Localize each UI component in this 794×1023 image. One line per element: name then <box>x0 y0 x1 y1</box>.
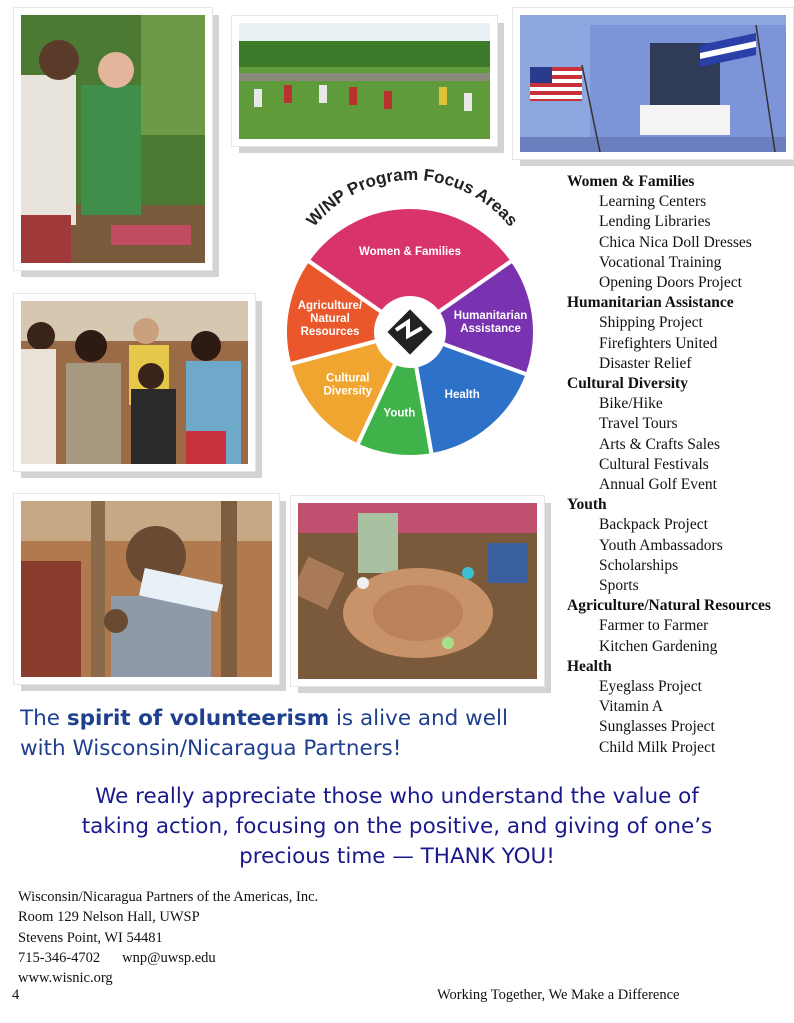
spirit-post: is alive and well with Wisconsin/Nicaragua Partners! <box>20 706 508 761</box>
focus-category-item: Chica Nica Doll Dresses <box>599 233 752 251</box>
focus-category-item: Vocational Training <box>599 253 722 271</box>
focus-category-item: Disaster Relief <box>599 354 692 372</box>
focus-category-item: Farmer to Farmer <box>599 617 709 635</box>
focus-areas-diagram <box>272 160 562 460</box>
focus-category-title: Humanitarian Assistance <box>567 294 734 312</box>
photo-men-working <box>14 8 212 270</box>
focus-category-item: Sports <box>599 577 639 595</box>
focus-category-item: Opening Doors Project <box>599 274 742 292</box>
focus-category-item: Vitamin A <box>599 698 664 716</box>
focus-category-item: Kitchen Gardening <box>599 637 718 655</box>
focus-category-item: Travel Tours <box>599 415 678 433</box>
focus-segment-label: Cultural Diversity <box>323 372 373 398</box>
spirit-pre: The <box>20 706 67 731</box>
photo-kids-running <box>232 16 497 146</box>
focus-areas-list <box>567 172 794 758</box>
focus-category-title: Health <box>567 657 612 675</box>
spirit-bold: spirit of volunteerism <box>66 706 330 731</box>
focus-category-item: Shipping Project <box>599 314 703 332</box>
spirit-statement <box>20 704 560 764</box>
focus-category-item: Arts & Crafts Sales <box>599 435 720 453</box>
thanks-line: taking action, focusing on the positive, and giving of one’s <box>81 814 713 839</box>
footer-tagline: Working Together, We Make a Difference <box>437 987 680 1003</box>
focus-category-item: Cultural Festivals <box>599 455 709 473</box>
focus-segment-label: Youth <box>383 407 416 420</box>
email-address[interactable]: wnp@uwsp.edu <box>122 949 216 966</box>
address-room: Room 129 Nelson Hall, UWSP <box>18 909 200 926</box>
focus-segment-label: Health <box>444 389 480 402</box>
focus-segment-label: Agriculture/ Natural Resources <box>297 299 363 338</box>
photo-women-group <box>14 294 255 471</box>
focus-category-title: Youth <box>567 496 607 514</box>
photo-boy-thumbs-up <box>14 494 279 684</box>
focus-category-item: Backpack Project <box>599 516 708 534</box>
focus-category-title: Agriculture/Natural Resources <box>567 597 771 615</box>
photo-flags-building <box>513 8 793 159</box>
thank-you-statement <box>0 782 794 872</box>
phone-number: 715-346-4702 <box>18 949 101 966</box>
org-name: Wisconsin/Nicaragua Partners of the Americas, Inc. <box>18 889 319 905</box>
focus-category-title: Cultural Diversity <box>567 375 688 393</box>
focus-category-item: Annual Golf Event <box>599 476 717 494</box>
focus-category-item: Bike/Hike <box>599 395 663 413</box>
address-city: Stevens Point, WI 54481 <box>18 929 163 946</box>
photo-stacked-hands <box>291 496 544 686</box>
focus-category-item: Eyeglass Project <box>599 678 702 696</box>
diagram-title: W/NP Program Focus Areas <box>302 164 522 230</box>
website-link[interactable]: www.wisnic.org <box>18 970 113 987</box>
focus-category-item: Sunglasses Project <box>599 718 715 736</box>
thanks-line: precious time — THANK YOU! <box>239 844 555 869</box>
focus-category-item: Learning Centers <box>599 193 707 211</box>
focus-segment-label: Humanitarian Assistance <box>453 309 528 335</box>
focus-category-item: Firefighters United <box>599 334 718 352</box>
address-block <box>18 887 318 988</box>
focus-category-item: Scholarships <box>599 556 679 574</box>
thanks-line: We really appreciate those who understand the value of <box>95 784 699 809</box>
focus-segment-label: Women & Families <box>358 245 462 258</box>
page-number: 4 <box>12 987 20 1003</box>
focus-category-title: Women & Families <box>567 173 695 190</box>
focus-category-item: Lending Libraries <box>599 213 711 231</box>
focus-category-item: Child Milk Project <box>599 738 716 756</box>
focus-category-item: Youth Ambassadors <box>599 536 723 554</box>
